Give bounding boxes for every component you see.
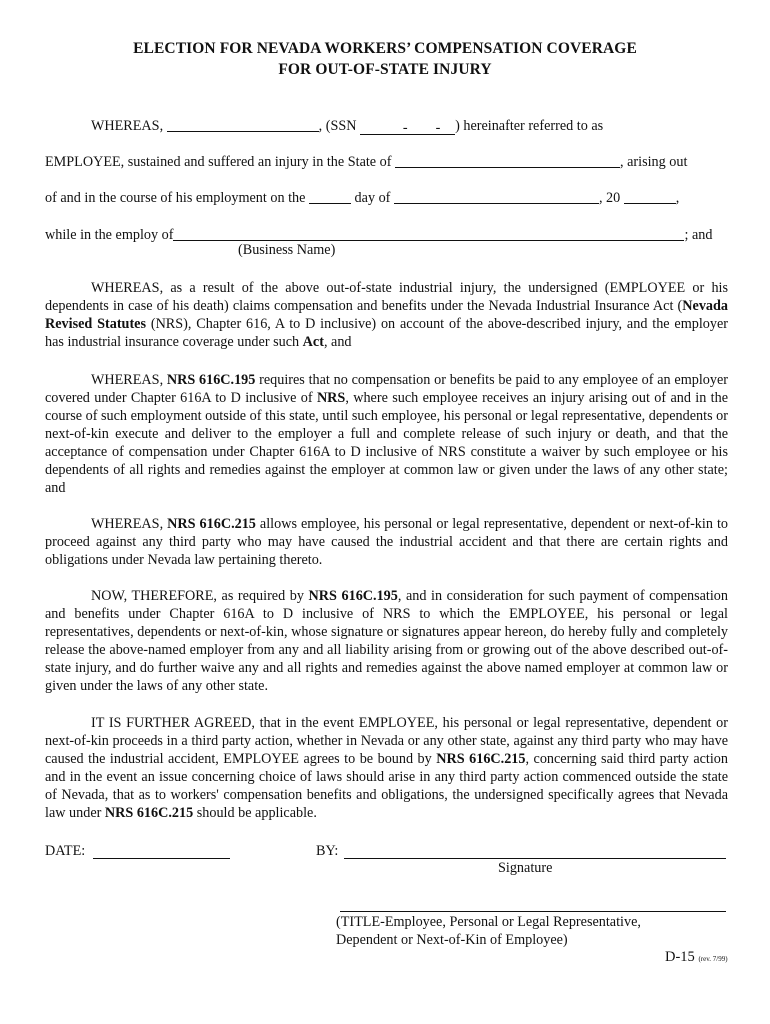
state-of-injury-field[interactable] [395,153,620,168]
arising-out-text: , arising out [620,154,688,170]
signature-field[interactable] [344,857,726,859]
form-title-line-2: FOR OUT-OF-STATE INJURY [278,61,492,78]
title-label-line-2: Dependent or Next-of-Kin of Employee) [336,932,568,948]
nrs-616c195-term: NRS 616C.195 [308,588,398,604]
and-text: ; and [684,227,713,243]
intro-line-2 [45,153,728,171]
by-label: BY: [316,843,339,859]
whereas-paragraph-1: WHEREAS, as a result of the above out-of-state industrial injury, the undersigned (EMPLOYEE or his dependents in case of his death) claims compensation and benefits under the Nevada Industrial Insurance Act (Nevada Revised Statutes (NRS), Chapter 616, A to D inclusive) on account of the above-described injury, and the employer has industrial insurance coverage under such Act, and [45,280,729,350]
injury-month-field[interactable] [394,189,599,204]
business-name-label: (Business Name) [238,242,336,258]
state-of-injury-label: EMPLOYEE, sustained and suffered an injury in the State of [45,154,392,170]
now-therefore-paragraph: NOW, THEREFORE, as required by NRS 616C.195, and in consideration for such payment of compensation and benefits under Chapter 616A to D inclusive of NRS to which the EMPLOYEE, his personal or legal representatives, dependents or next-of-kin, whose signature or signatures appear hereon, do hereby fully and completely release the above-named employer from any and all liability arising from or growing out of the above described out-of-state injury, and do further waive any and all rights and remedies against the above named employer at common law or given under the laws of any other state. [45,588,728,694]
intro-line-3: of and in the course of his employment on the day of , 20 , [45,190,680,206]
act-term: Act [302,334,324,350]
title-label-line-1: (TITLE-Employee, Personal or Legal Representative, [336,914,641,930]
whereas-label: WHEREAS, [91,118,164,134]
form-title-line-1: ELECTION FOR NEVADA WORKERS’ COMPENSATION COVERAGE [133,40,637,57]
whereas-paragraph-3: WHEREAS, NRS 616C.215 allows employee, his personal or legal representative, dependent or next-of-kin to proceed against any third party who may have caused the industrial accident and that there are certain rights and obligations under Nevada law pertaining thereto. [45,516,728,568]
intro-line-4 [45,226,728,244]
nrs-616c215-term: NRS 616C.215 [436,751,526,767]
whereas-paragraph-2: WHEREAS, NRS 616C.195 requires that no compensation or benefits be paid to any employee of an employer covered under Chapter 616A to D inclusive of NRS, where such employee receives an injury arising out of and in the course of such employment outside of this state, until such employee, his personal or legal representative, dependents or next-of-kin execute and deliver to the employer a full and complete release of such injury or death, and that the acceptance of compensation under Chapter 616A to D inclusive of NRS constitute a waiver by such employee or his dependents of all rights and remedies against the employer at common law or given under the laws of any other state; and [45,372,728,496]
signature-label: Signature [498,860,553,876]
nrs-616c215-term: NRS 616C.215 [167,516,256,532]
date-label: DATE: [45,843,86,859]
business-name-field[interactable] [173,226,684,241]
employee-name-field[interactable] [167,117,319,132]
nrs-term: NRS [316,390,346,406]
day-of-label: day of [354,190,391,206]
employment-on-label: of and in the course of his employment on the [45,190,306,206]
nrs-616c215-term: NRS 616C.215 [104,805,194,821]
employ-of-label: while in the employ of [45,227,174,243]
ssn-field[interactable]: - - [360,120,455,135]
date-field[interactable] [93,857,230,859]
form-number: D-15 (rev. 7/99) [665,949,728,965]
intro-line-1 [45,117,728,135]
referred-as-text: ) hereinafter referred to as [455,118,604,134]
title-field[interactable] [340,910,726,912]
injury-year-field[interactable] [624,189,676,204]
further-agreed-paragraph: IT IS FURTHER AGREED, that in the event EMPLOYEE, his personal or legal representative, dependent or next-of-kin proceeds in a third party action, whether in Nevada or any other state, against any third party who may have caused the industrial accident, EMPLOYEE agrees to be bound by NRS 616C.215, concerning said third party action and in the event an issue concerning choice of laws should arise in any third party action commenced outside the state of Nevada, that as to workers' compensation benefits and obligations, the undersigned specifically agrees that Nevada law under NRS 616C.215 should be applicable. [45,715,728,821]
nrs-term: Nevada Revised Statutes [45,298,728,332]
injury-day-field[interactable] [309,189,351,204]
year-prefix-label: , 20 [598,190,621,206]
revision-note: (rev. 7/99) [698,955,728,963]
nrs-616c195-term: NRS 616C.195 [166,372,256,388]
ssn-label: , (SSN [318,118,357,134]
